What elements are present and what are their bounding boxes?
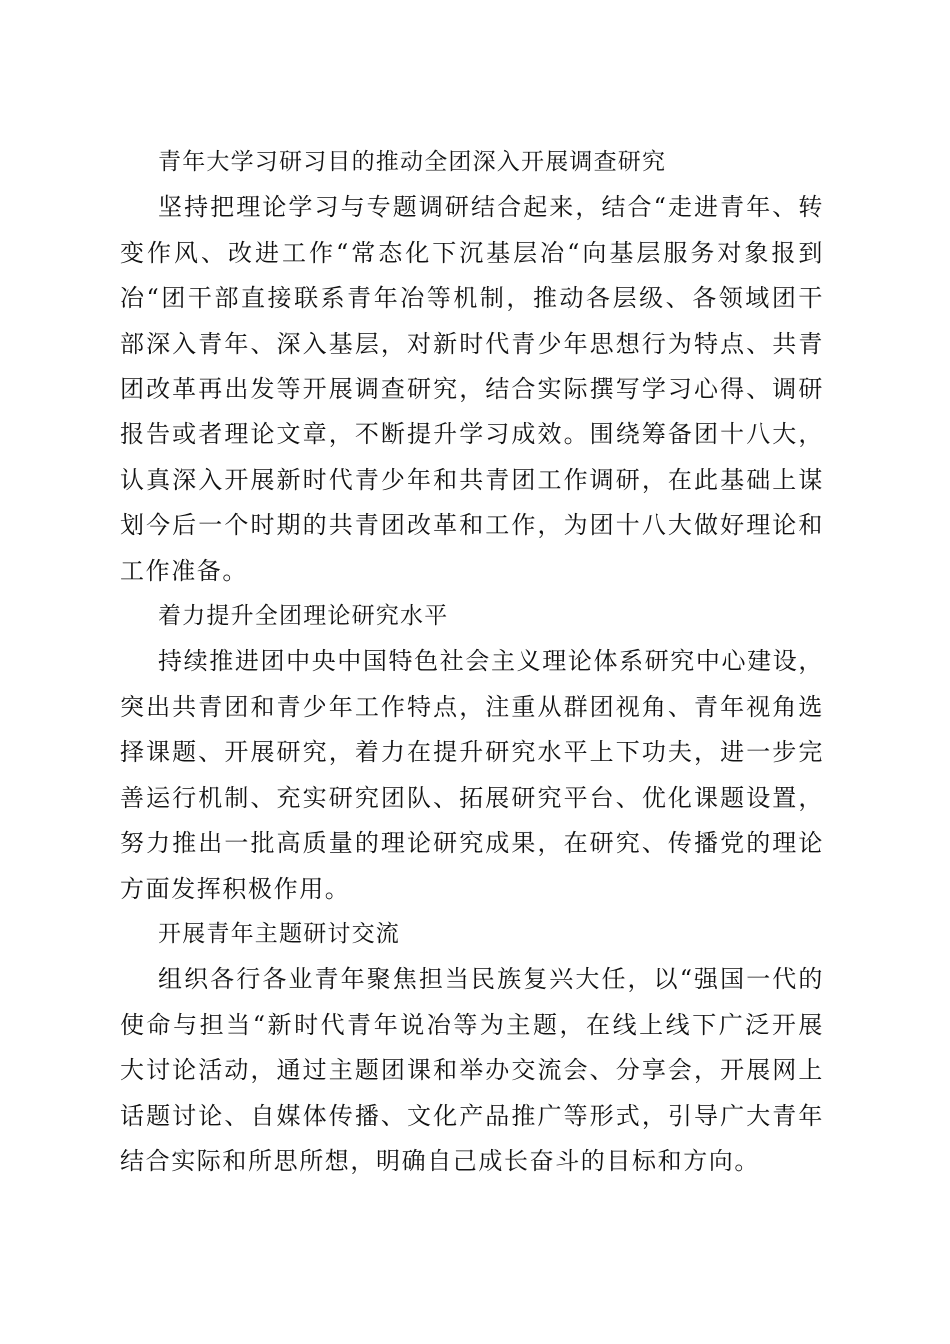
section-paragraph-2: 持续推进团中央中国特色社会主义理论体系研究中心建设，突出共青团和青少年工作特点，注重从群团视角、青年视角选择课题、开展研究，着力在提升研究水平上下功夫，进一步完善运行机制、充实研究团队、拓展研究平台、优化课题设置，努力推出一批高质量的理论研究成果，在研究、传播党的理论方面发挥积极作用。 xyxy=(120,647,824,903)
section-paragraph-1: 坚持把理论学习与专题调研结合起来，结合“走进青年、转变作风、改进工作“常态化下沉基层冶“向基层服务对象报到冶“团干部直接联系青年冶等机制，推动各层级、各领域团干部深入青年、深入基层，对新时代青少年思想行为特点、共青团改革再出发等开展调查研究，结合实际撰写学习心得、调研报告或者理论文章，不断提升学习成效。围绕筹备团十八大，认真深入开展新时代青少年和共青团工作调研，在此基础上谋划今后一个时期的共青团改革和工作，为团十八大做好理论和工作准备。 xyxy=(120,193,824,585)
section-heading-2: 着力提升全团理论研究水平 xyxy=(158,603,449,630)
section-paragraph-3: 组织各行各业青年聚焦担当民族复兴大任，以“强国一代的使命与担当“新时代青年说冶等为主题，在线上线下广泛开展大讨论活动，通过主题团课和举办交流会、分享会，开展网上话题讨论、自媒体传播、文化产品推广等形式，引导广大青年结合实际和所思所想，明确自己成长奋斗的目标和方向。 xyxy=(120,965,824,1175)
document-content xyxy=(120,140,824,1184)
section-heading-1: 青年大学习研习目的推动全团深入开展调查研究 xyxy=(158,149,667,175)
section-heading-3: 开展青年主题研讨交流 xyxy=(158,920,400,947)
